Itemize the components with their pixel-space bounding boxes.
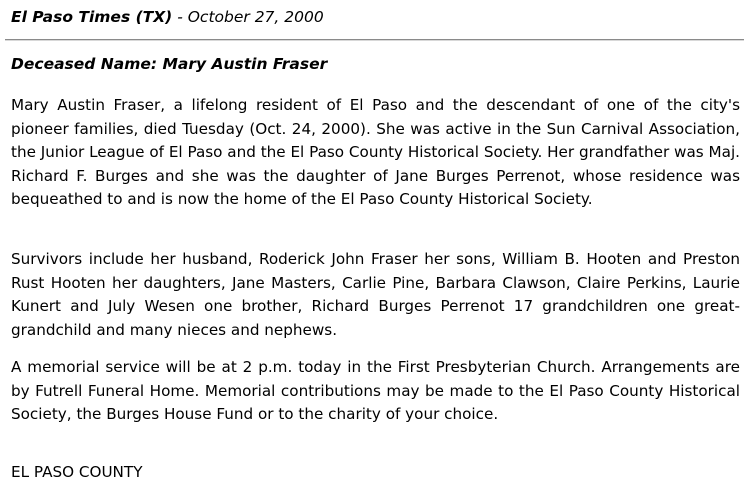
newspaper-name: El Paso Times (TX) [11, 8, 173, 26]
header-divider [5, 39, 744, 41]
obituary-paragraph-survivors: Survivors include her husband, Roderick John Fraser her sons, William B. Hooten and Preston Rust Hooten her daughters, Jane Masters, Carlie Pine, Barbara Clawson, Claire Perkins, Laurie Kunert and July Wesen one brother, Richard Burges Perrenot 17 grandchildren one great-grandchild and many nieces and nephews. [11, 250, 740, 339]
deceased-name-heading: Deceased Name: Mary Austin Fraser [11, 55, 328, 73]
location-tag: EL PASO COUNTY [11, 463, 143, 481]
obituary-paragraph-memorial: A memorial service will be at 2 p.m. today in the First Presbyterian Church. Arrangements are by Futrell Funeral Home. Memorial contributions may be made to the El Paso County Historical Society, the Burges House Fund or to the charity of your choice. [11, 358, 740, 424]
obituary-paragraph-biography: Mary Austin Fraser, a lifelong resident of El Paso and the descendant of one of the city's pioneer families, died Tuesday (Oct. 24, 2000). She was active in the Sun Carnival Association, the Junior League of El Paso and the El Paso County Historical Society. Her grandfather was Maj. Richard F. Burges and she was the daughter of Jane Burges Perrenot, whose residence was bequeathed to and is now the home of the El Paso County Historical Society. [11, 96, 740, 209]
masthead-separator: - [177, 8, 183, 26]
masthead [11, 8, 324, 26]
publication-date: October 27, 2000 [187, 8, 324, 26]
